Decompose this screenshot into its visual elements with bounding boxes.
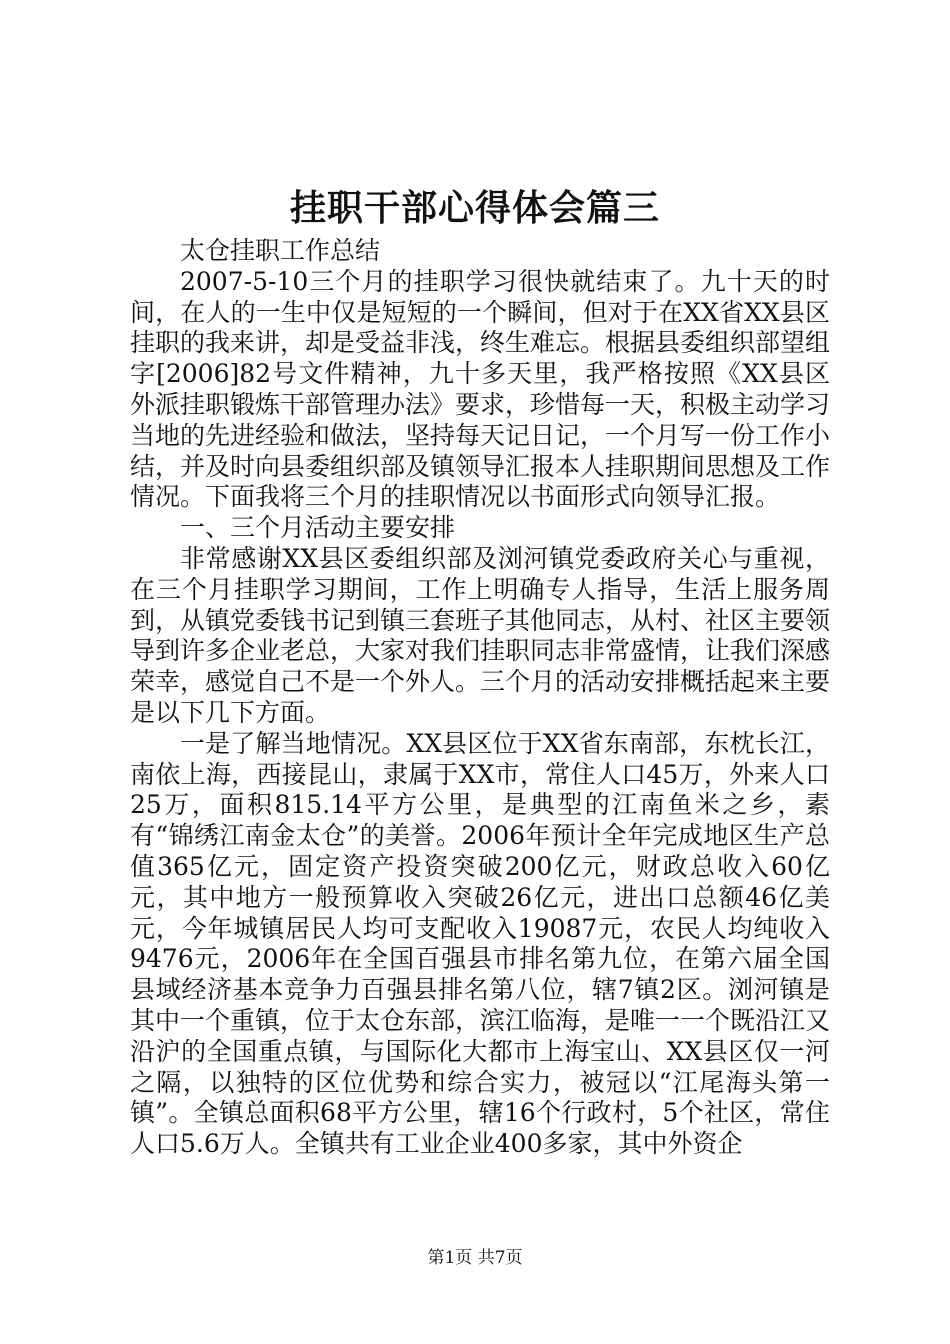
page-footer: 第1页 共7页: [427, 1248, 523, 1268]
paragraph-local-info: 一是了解当地情况。XX县区位于XX省东南部，东枕长江，南依上海，西接昆山，隶属于XX市，常住人口45万，外来人口25万，面积815.14平方公里，是典型的江南鱼米之乡，素有“锦绣江南金太仓”的美誉。2006年预计全年完成地区生产总值365亿元，固定资产投资突破200亿元，财政总收入60亿元，其中地方一般预算收入突破26亿元，进出口总额46亿美元，今年城镇居民人均可支配收入19087元，农民人均纯收入9476元，2006年在全国百强县市排名第九位，在第六届全国县域经济基本竞争力百强县排名第八位，辖7镇2区。浏河镇是其中一个重镇，位于太仓东部，滨江临海，是唯一一个既沿江又沿沪的全国重点镇，与国际化大都市上海宝山、XX县区仅一河之隔，以独特的区位优势和综合实力，被冠以“江尾海头第一镇”。全镇总面积68平方公里，辖16个行政村，5个社区，常住人口5.6万人。全镇共有工业企业400多家，其中外资企: [130, 728, 831, 1159]
paragraph-thanks: 非常感谢XX县区委组织部及浏河镇党委政府关心与重视，在三个月挂职学习期间，工作上明确专人指导，生活上服务周到，从镇党委钱书记到镇三套班子其他同志，从村、社区主要领导到许多企业老总，大家对我们挂职同志非常盛情，让我们深感荣幸，感觉自己不是一个外人。三个月的活动安排概括起来主要是以下几下方面。: [130, 543, 831, 727]
document-title: 挂职干部心得体会篇三: [289, 187, 660, 229]
paragraph-intro: 2007-5-10三个月的挂职学习很快就结束了。九十天的时间，在人的一生中仅是短短的一个瞬间，但对于在XX省XX县区挂职的我来讲，却是受益非浅，终生难忘。根据县委组织部望组字[2006]82号文件精神，九十多天里，我严格按照《XX县区外派挂职锻炼干部管理办法》要求，珍惜每一天，积极主动学习当地的先进经验和做法，坚持每天记日记，一个月写一份工作小结，并及时向县委组织部及镇领导汇报本人挂职期间思想及工作情况。下面我将三个月的挂职情况以书面形式向领导汇报。: [130, 266, 831, 512]
document-body: [130, 236, 830, 1160]
section-heading: 一、三个月活动主要安排: [180, 513, 456, 543]
paragraph-subtitle: 太仓挂职工作总结: [180, 236, 381, 265]
